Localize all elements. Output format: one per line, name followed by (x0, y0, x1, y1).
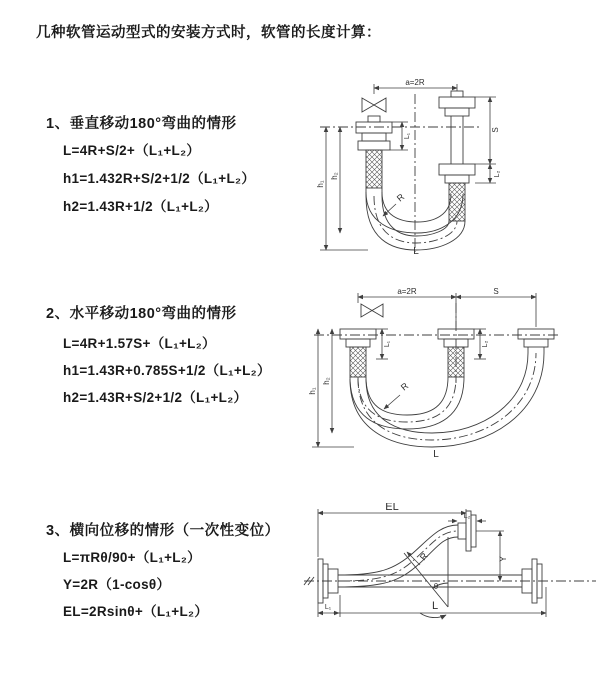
document-title: 几种软管运动型式的安装方式时，软管的长度计算： (36, 25, 381, 41)
formula-line: L=4R+1.57S+（L₁+L₂） (63, 336, 216, 351)
diagram-horizontal-180-svg (308, 283, 595, 462)
section-1-heading: 1、垂直移动180°弯曲的情形 (46, 116, 237, 132)
dim-label-l1: L₁ (384, 340, 391, 348)
formula-line: Y=2R（1-cosθ） (63, 577, 171, 592)
dim-label-l: L (431, 600, 439, 612)
dim-label-h2: h₂ (322, 377, 331, 385)
dim-label-l2: L₂ (463, 513, 471, 520)
formula-line: h1=1.43R+0.785S+1/2（L₁+L₂） (63, 363, 271, 378)
radius-label: R (417, 550, 430, 563)
braided-section (366, 150, 382, 188)
formula-line: L=πRθ/90+（L₁+L₂） (63, 550, 201, 565)
diagram-lateral-displacement (300, 503, 600, 655)
section-3-heading: 3、横向位移的情形（一次性变位） (46, 523, 280, 539)
angle-label: θ (433, 582, 439, 591)
dim-label-el: EL (385, 503, 399, 513)
dim-label-l1: L₁ (324, 604, 332, 611)
centerlines (304, 577, 596, 585)
diagram-vertical-180-bend (312, 72, 592, 255)
centerlines (320, 94, 482, 252)
dimension-labels (308, 287, 499, 460)
valve-icon (361, 304, 383, 317)
dim-label-h1: h₁ (308, 387, 317, 395)
dimension-labels (316, 78, 501, 255)
dim-label-a2r: a=2R (405, 78, 425, 87)
formula-line: h2=1.43R+S/2+1/2（L₁+L₂） (63, 390, 248, 405)
dim-label-h1: h₁ (316, 180, 325, 188)
dim-label-l2: L₂ (494, 170, 501, 178)
dim-label-s: S (493, 287, 499, 296)
dim-label-l1: L₁ (404, 132, 411, 140)
dimension-labels (325, 503, 508, 612)
braided-section (448, 347, 464, 377)
formula-line: h1=1.432R+S/2+1/2（L₁+L₂） (63, 171, 256, 186)
radius-label: R (398, 380, 411, 393)
length-label: L (433, 449, 439, 460)
dim-label-h2: h₂ (330, 172, 339, 180)
dimension-lines (320, 84, 496, 250)
hose-and-fittings (318, 511, 542, 618)
dim-label-l2: L₂ (482, 340, 489, 348)
hose-and-fittings (356, 91, 475, 250)
dim-label-y: Y (498, 555, 508, 563)
diagram-lateral-svg (300, 503, 600, 655)
dimension-lines (312, 293, 536, 447)
hose-and-fittings (340, 304, 554, 447)
formula-line: L=4R+S/2+（L₁+L₂） (63, 143, 201, 158)
length-label: L (413, 246, 419, 255)
diagram-vertical-180-svg (312, 72, 592, 255)
radius-label: R (394, 191, 407, 204)
formula-line: EL=2Rsinθ+（L₁+L₂） (63, 604, 209, 619)
section-2-heading: 2、水平移动180°弯曲的情形 (46, 306, 237, 322)
braided-section (350, 347, 366, 377)
dim-label-s: S (491, 127, 500, 133)
dim-label-a2r: a=2R (397, 287, 417, 296)
valve-icon (362, 98, 386, 112)
diagram-horizontal-180-bend (308, 283, 595, 462)
formula-line: h2=1.43R+1/2（L₁+L₂） (63, 199, 218, 214)
